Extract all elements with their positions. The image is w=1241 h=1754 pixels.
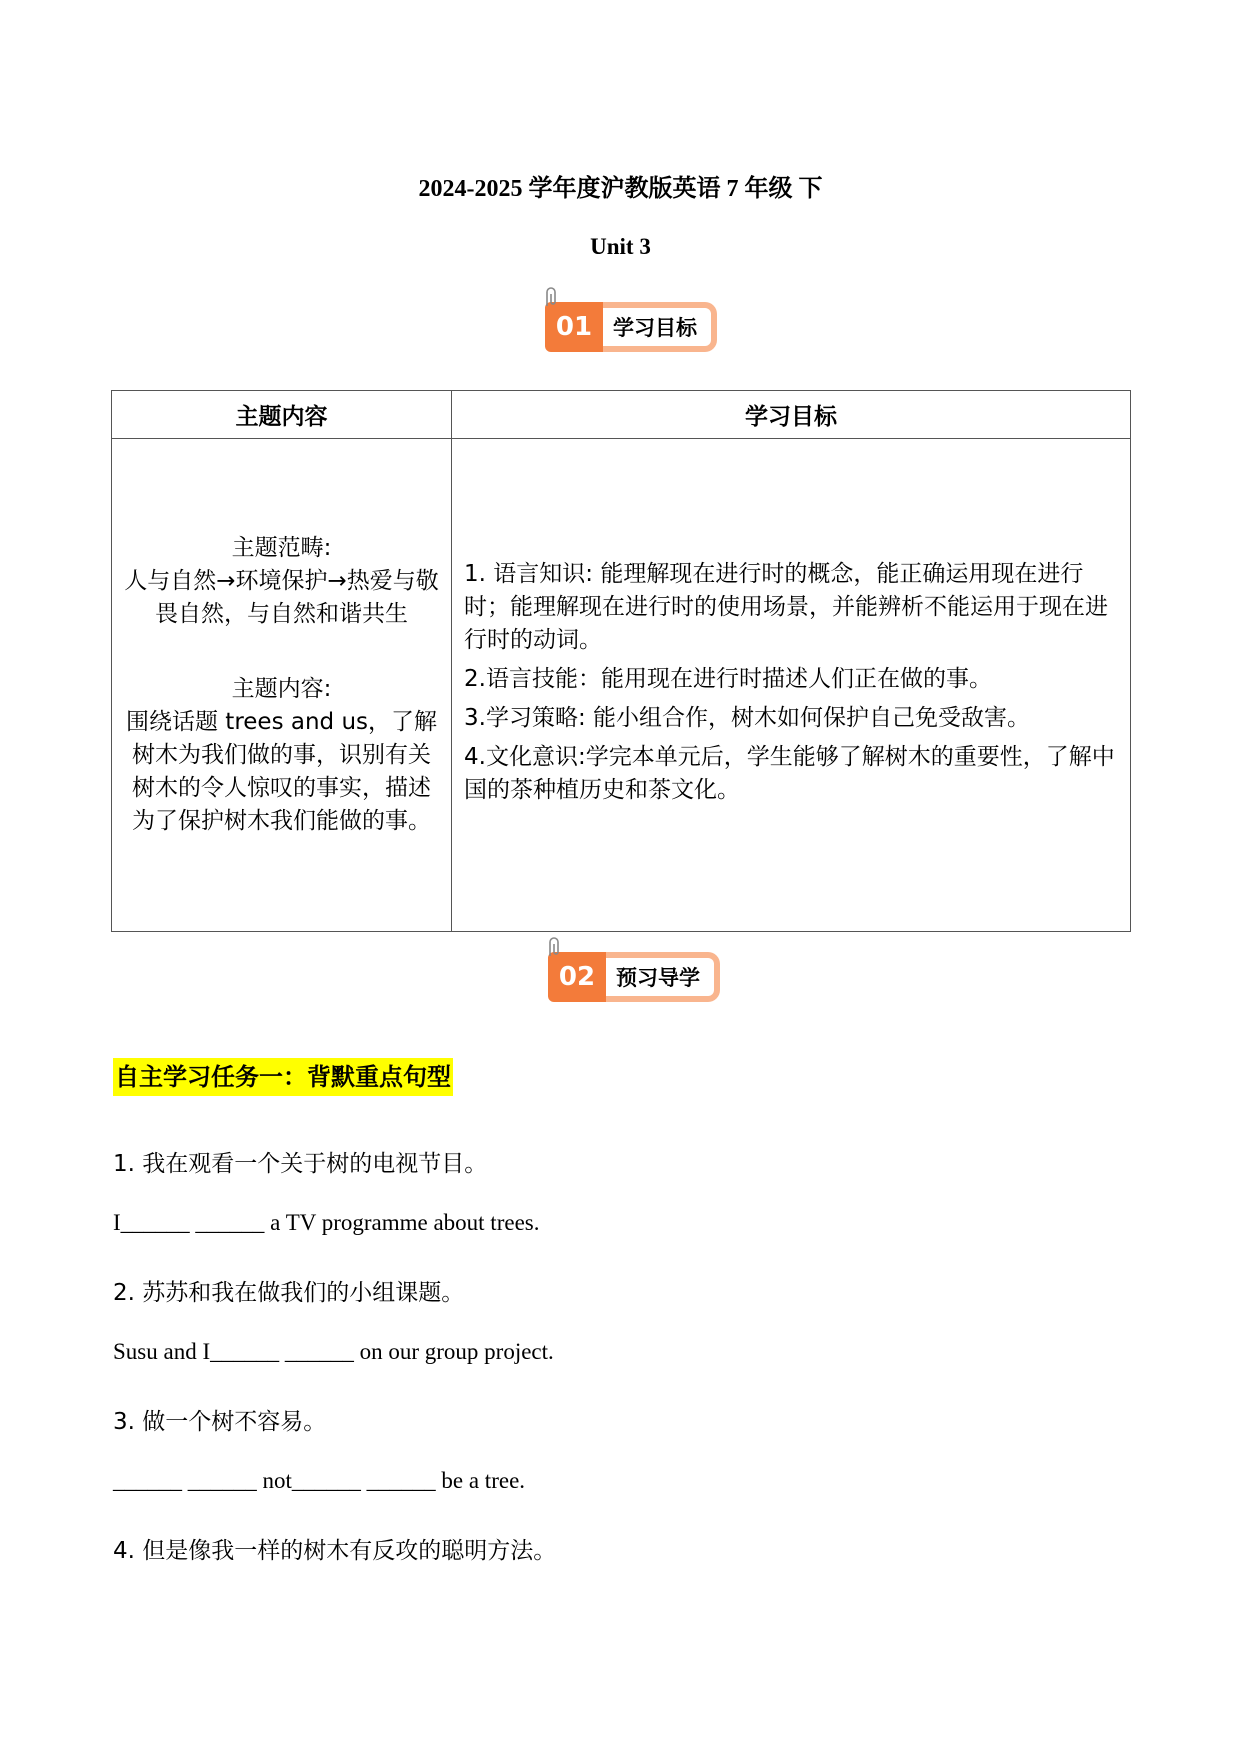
exercise-answer-line: I______ ______ a TV programme about trees. xyxy=(113,1210,540,1235)
paperclip-icon xyxy=(544,936,566,960)
badge-label: 学习目标 xyxy=(603,302,717,352)
section-badge-preview xyxy=(548,952,720,1002)
exercise-answer-line: Susu and I______ ______ on our group project. xyxy=(113,1339,554,1364)
badge-number: 01 xyxy=(545,302,603,352)
exercise-prompt: 3. 做一个树不容易。 xyxy=(113,1409,327,1435)
theme-content-label: 主题内容: xyxy=(231,676,332,702)
badge-number: 02 xyxy=(548,952,606,1002)
exercise-prompt: 2. 苏苏和我在做我们的小组课题。 xyxy=(113,1280,465,1306)
goals-cell xyxy=(452,439,1131,932)
page-title: 2024-2025 学年度沪教版英语 7 年级 下 xyxy=(418,176,823,202)
badge-label: 预习导学 xyxy=(606,952,720,1002)
theme-category-value: 人与自然→环境保护→热爱与敬畏自然，与自然和谐共生 xyxy=(124,568,439,627)
goal-item: 1. 语言知识: 能理解现在进行时的概念，能正确运用现在进行时；能理解现在进行时的使用场景，并能辨析不能运用于现在进行时的动词。 xyxy=(464,560,1108,653)
exercise-answer-line: ______ ______ not______ ______ be a tree. xyxy=(113,1468,526,1493)
table-row xyxy=(112,439,1131,932)
header-theme-content: 主题内容 xyxy=(112,391,452,439)
goal-item: 4.文化意识:学完本单元后，学生能够了解树木的重要性，了解中国的茶种植历史和茶文化。 xyxy=(464,743,1115,803)
unit-title: Unit 3 xyxy=(590,234,651,259)
goal-item: 2.语言技能：能用现在进行时描述人们正在做的事。 xyxy=(464,665,992,692)
header-learning-goals: 学习目标 xyxy=(452,391,1131,439)
task-heading: 自主学习任务一：背默重点句型 xyxy=(113,1058,453,1096)
theme-content-value: 围绕话题 trees and us，了解树木为我们做的事，识别有关树木的令人惊叹的事实，描述为了保护树木我们能做的事。 xyxy=(125,709,438,834)
exercise-prompt: 4. 但是像我一样的树木有反攻的聪明方法。 xyxy=(113,1538,557,1564)
paperclip-icon xyxy=(541,286,563,310)
goal-item: 3.学习策略: 能小组合作，树木如何保护自己免受敌害。 xyxy=(464,704,1031,731)
theme-category-label: 主题范畴: xyxy=(231,535,332,561)
exercise-prompt: 1. 我在观看一个关于树的电视节目。 xyxy=(113,1151,488,1177)
table-header-row xyxy=(112,391,1131,439)
theme-cell xyxy=(112,439,452,932)
objectives-table xyxy=(111,390,1131,932)
section-badge-goals xyxy=(545,302,717,352)
